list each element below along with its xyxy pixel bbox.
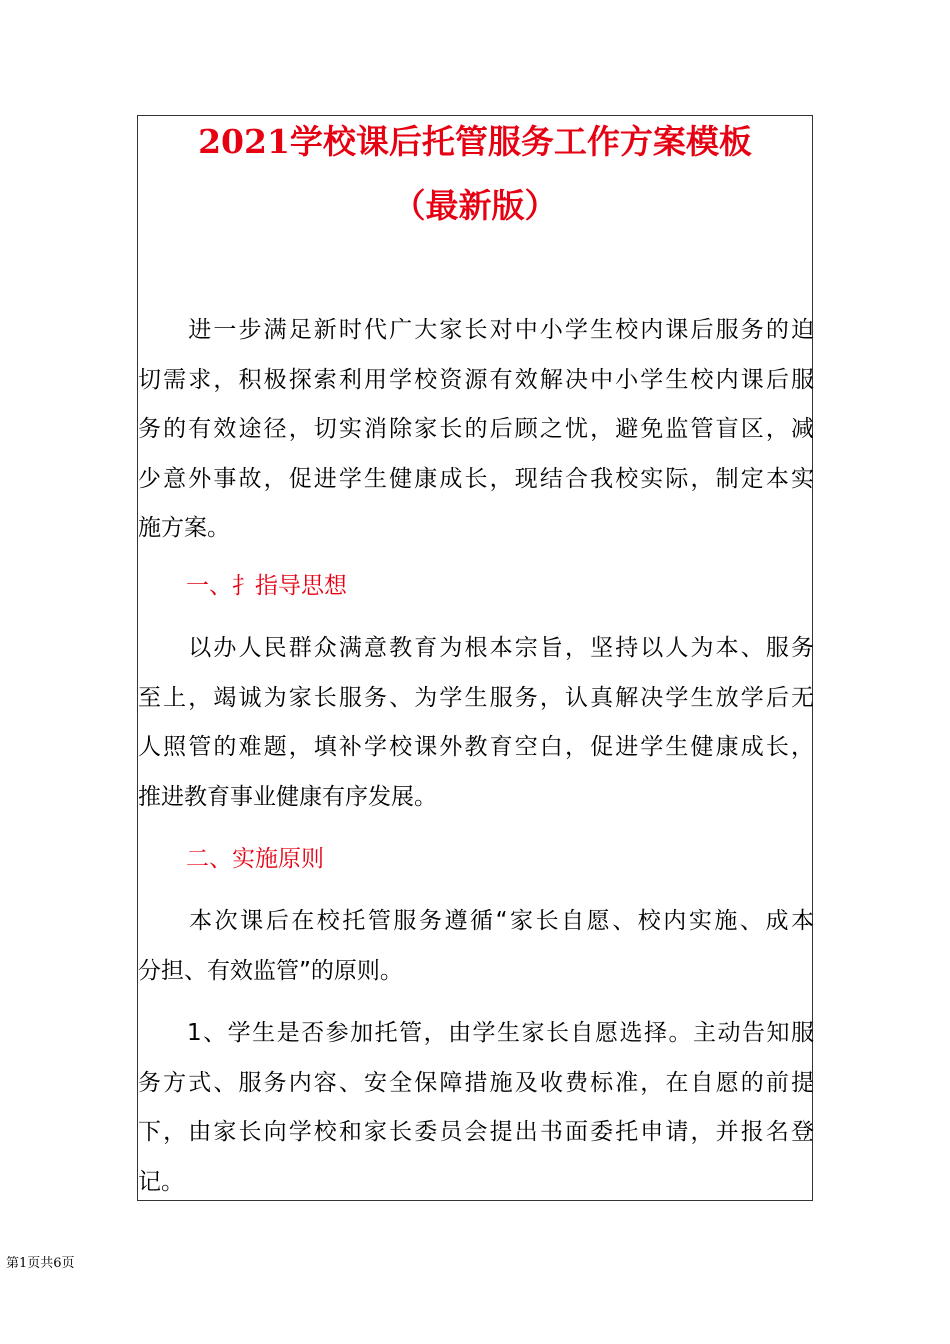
paragraph-line: 以办人民群众满意教育为根本宗旨，坚持以人为本、服务 [138,635,814,661]
section1-paragraph [138,624,814,822]
paragraph-line: 至上，竭诚为家长服务、为学生服务，认真解决学生放学后无 [138,684,814,711]
paragraph-line: 施方案。 [138,515,230,541]
section-heading-principles: 二、实施原则 [186,846,324,872]
section-heading-guiding-thought: 一、扌指导思想 [186,573,347,599]
document-title: 2021学校课后托管服务工作方案模板 [198,122,752,161]
paragraph-line: 人照管的难题，填补学校课外教育空白，促进学生健康成长， [138,734,814,760]
paragraph-line: 务的有效途径，切实消除家长的后顾之忧，避免监管盲区，减 [138,416,814,442]
paragraph-line: 少意外事故，促进学生健康成长，现结合我校实际，制定本实 [138,465,814,492]
intro-paragraph [138,306,814,554]
paragraph-line: 1、学生是否参加托管，由学生家长自愿选择。主动告知服 [138,1020,814,1046]
paragraph-line: 分担、有效监管”的原则。 [138,957,403,984]
paragraph-line: 下，由家长向学校和家长委员会提出书面委托申请，并报名登 [138,1119,814,1145]
paragraph-line: 记。 [138,1168,184,1195]
section2-paragraph-1 [138,897,814,996]
paragraph-line: 本次课后在校托管服务遵循“家长自愿、校内实施、成本 [138,908,814,934]
page-number: 第1页共6页 [6,1256,75,1271]
paragraph-line: 务方式、服务内容、安全保障措施及收费标准，在自愿的前提 [138,1069,814,1096]
document-subtitle: （最新版） [392,186,558,225]
section2-paragraph-2 [138,1009,814,1207]
paragraph-line: 推进教育事业健康有序发展。 [138,783,437,810]
paragraph-line: 切需求，积极探索利用学校资源有效解决中小学生校内课后服 [138,366,814,393]
paragraph-line: 进一步满足新时代广大家长对中小学生校内课后服务的迫 [138,317,814,343]
